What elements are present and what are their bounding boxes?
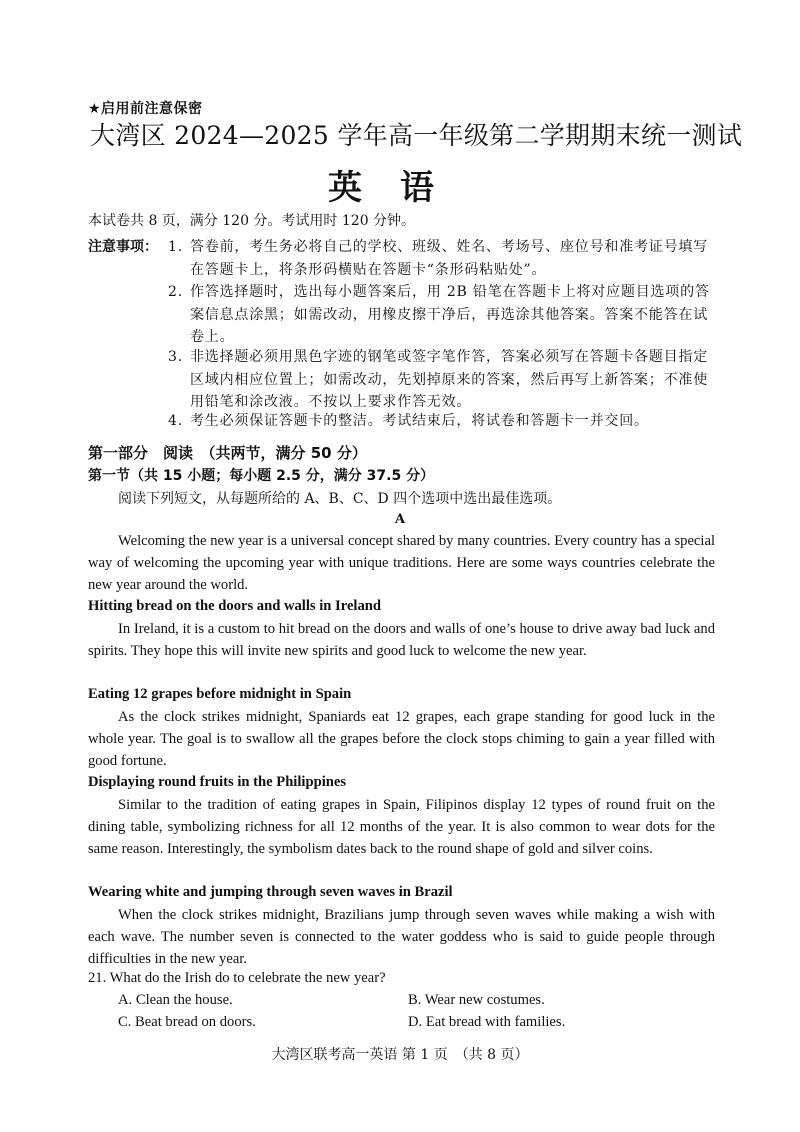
note-number: 2.	[168, 284, 183, 300]
note-number: 1.	[168, 239, 183, 255]
option-d: D. Eat bread with families.	[408, 1014, 566, 1030]
notes-label: 注意事项：	[88, 239, 158, 255]
part-heading: 第一部分 阅读 （共两节，满分 50 分）	[88, 444, 367, 462]
note-text: 作答选择题时，选出每小题答案后，用 2B 铅笔在答题卡上将对应题目选项的答案信息点涂黑；如需改动，用橡皮擦干净后，再选涂其他答案。答案不能答在试卷上。	[190, 284, 710, 345]
note-item	[168, 410, 720, 433]
question-stem: 21. What do the Irish do to celebrate the new year?	[88, 970, 386, 986]
section-subheading: Wearing white and jumping through seven waves in Brazil	[88, 884, 453, 900]
note-number: 4.	[168, 413, 183, 429]
option-c: C. Beat bread on doors.	[118, 1014, 256, 1030]
note-number: 3.	[168, 349, 183, 365]
passage-letter: A	[394, 512, 406, 527]
confidential-label: ★启用前注意保密	[88, 101, 203, 117]
section-paragraph-text: In Ireland, it is a custom to hit bread on the doors and walls of one’s house to drive away bad luck and spirits. They hope this will invite new spirits and good luck to welcome the new year.	[88, 621, 715, 659]
section-heading: 第一节（共 15 小题；每小题 2.5 分，满分 37.5 分）	[88, 468, 435, 484]
section-paragraph	[88, 904, 715, 970]
exam-info: 本试卷共 8 页，满分 120 分。考试用时 120 分钟。	[88, 213, 416, 229]
option-b: B. Wear new costumes.	[408, 992, 545, 1008]
reading-instruction: 阅读下列短文，从每题所给的 A、B、C、D 四个选项中选出最佳选项。	[118, 491, 562, 507]
note-text: 答卷前，考生务必将自己的学校、班级、姓名、考场号、座位号和准考证号填写在答题卡上，将条形码横贴在答题卡“条形码粘贴处”。	[190, 239, 708, 278]
note-text: 考生必须保证答题卡的整洁。考试结束后，将试卷和答题卡一并交回。	[190, 413, 649, 429]
section-paragraph	[88, 706, 715, 772]
section-paragraph-text: Similar to the tradition of eating grapes in Spain, Filipinos display 12 types of round fruit on the dining table, symbolizing richness for all 12 months of the year. It is also common to wear dots for the same reason. Interestingly, the symbolism dates back to the round shape of gold and silver coins.	[88, 797, 715, 857]
note-text: 非选择题必须用黑色字迹的钢笔或签字笔作答，答案必须写在答题卡各题目指定区域内相应位置上；如需改动，先划掉原来的答案，然后再写上新答案；不准使用铅笔和涂改液。不按以上要求作答无效。	[190, 349, 708, 410]
exam-title: 大湾区 2024—2025 学年高一年级第二学期期末统一测试	[90, 121, 743, 150]
page-footer: 大湾区联考高一英语 第 1 页 （共 8 页）	[271, 1047, 529, 1063]
section-paragraph-text: As the clock strikes midnight, Spaniards eat 12 grapes, each grape standing for good luck in the whole year. The goal is to swallow all the grapes before the clock stops chiming to gain a year filled with good fortune.	[88, 709, 715, 769]
section-paragraph	[88, 794, 715, 860]
option-a: A. Clean the house.	[118, 992, 233, 1008]
section-subheading: Eating 12 grapes before midnight in Spain	[88, 686, 352, 702]
note-item	[168, 236, 720, 281]
note-item	[168, 281, 720, 349]
note-item	[168, 346, 720, 414]
passage-intro	[88, 530, 715, 596]
section-subheading: Hitting bread on the doors and walls in Ireland	[88, 598, 382, 614]
section-paragraph	[88, 618, 715, 662]
subject-title: 英语	[328, 168, 472, 208]
passage-intro-text: Welcoming the new year is a universal concept shared by many countries. Every country has a special way of welcoming the upcoming year with unique traditions. Here are some ways countries celebrate the new year around the world.	[88, 533, 715, 593]
section-paragraph-text: When the clock strikes midnight, Brazilians jump through seven waves while making a wish with each wave. The number seven is connected to the water goddess who is said to guide people through difficulties in the new year.	[88, 907, 715, 967]
section-subheading: Displaying round fruits in the Philippines	[88, 774, 347, 790]
